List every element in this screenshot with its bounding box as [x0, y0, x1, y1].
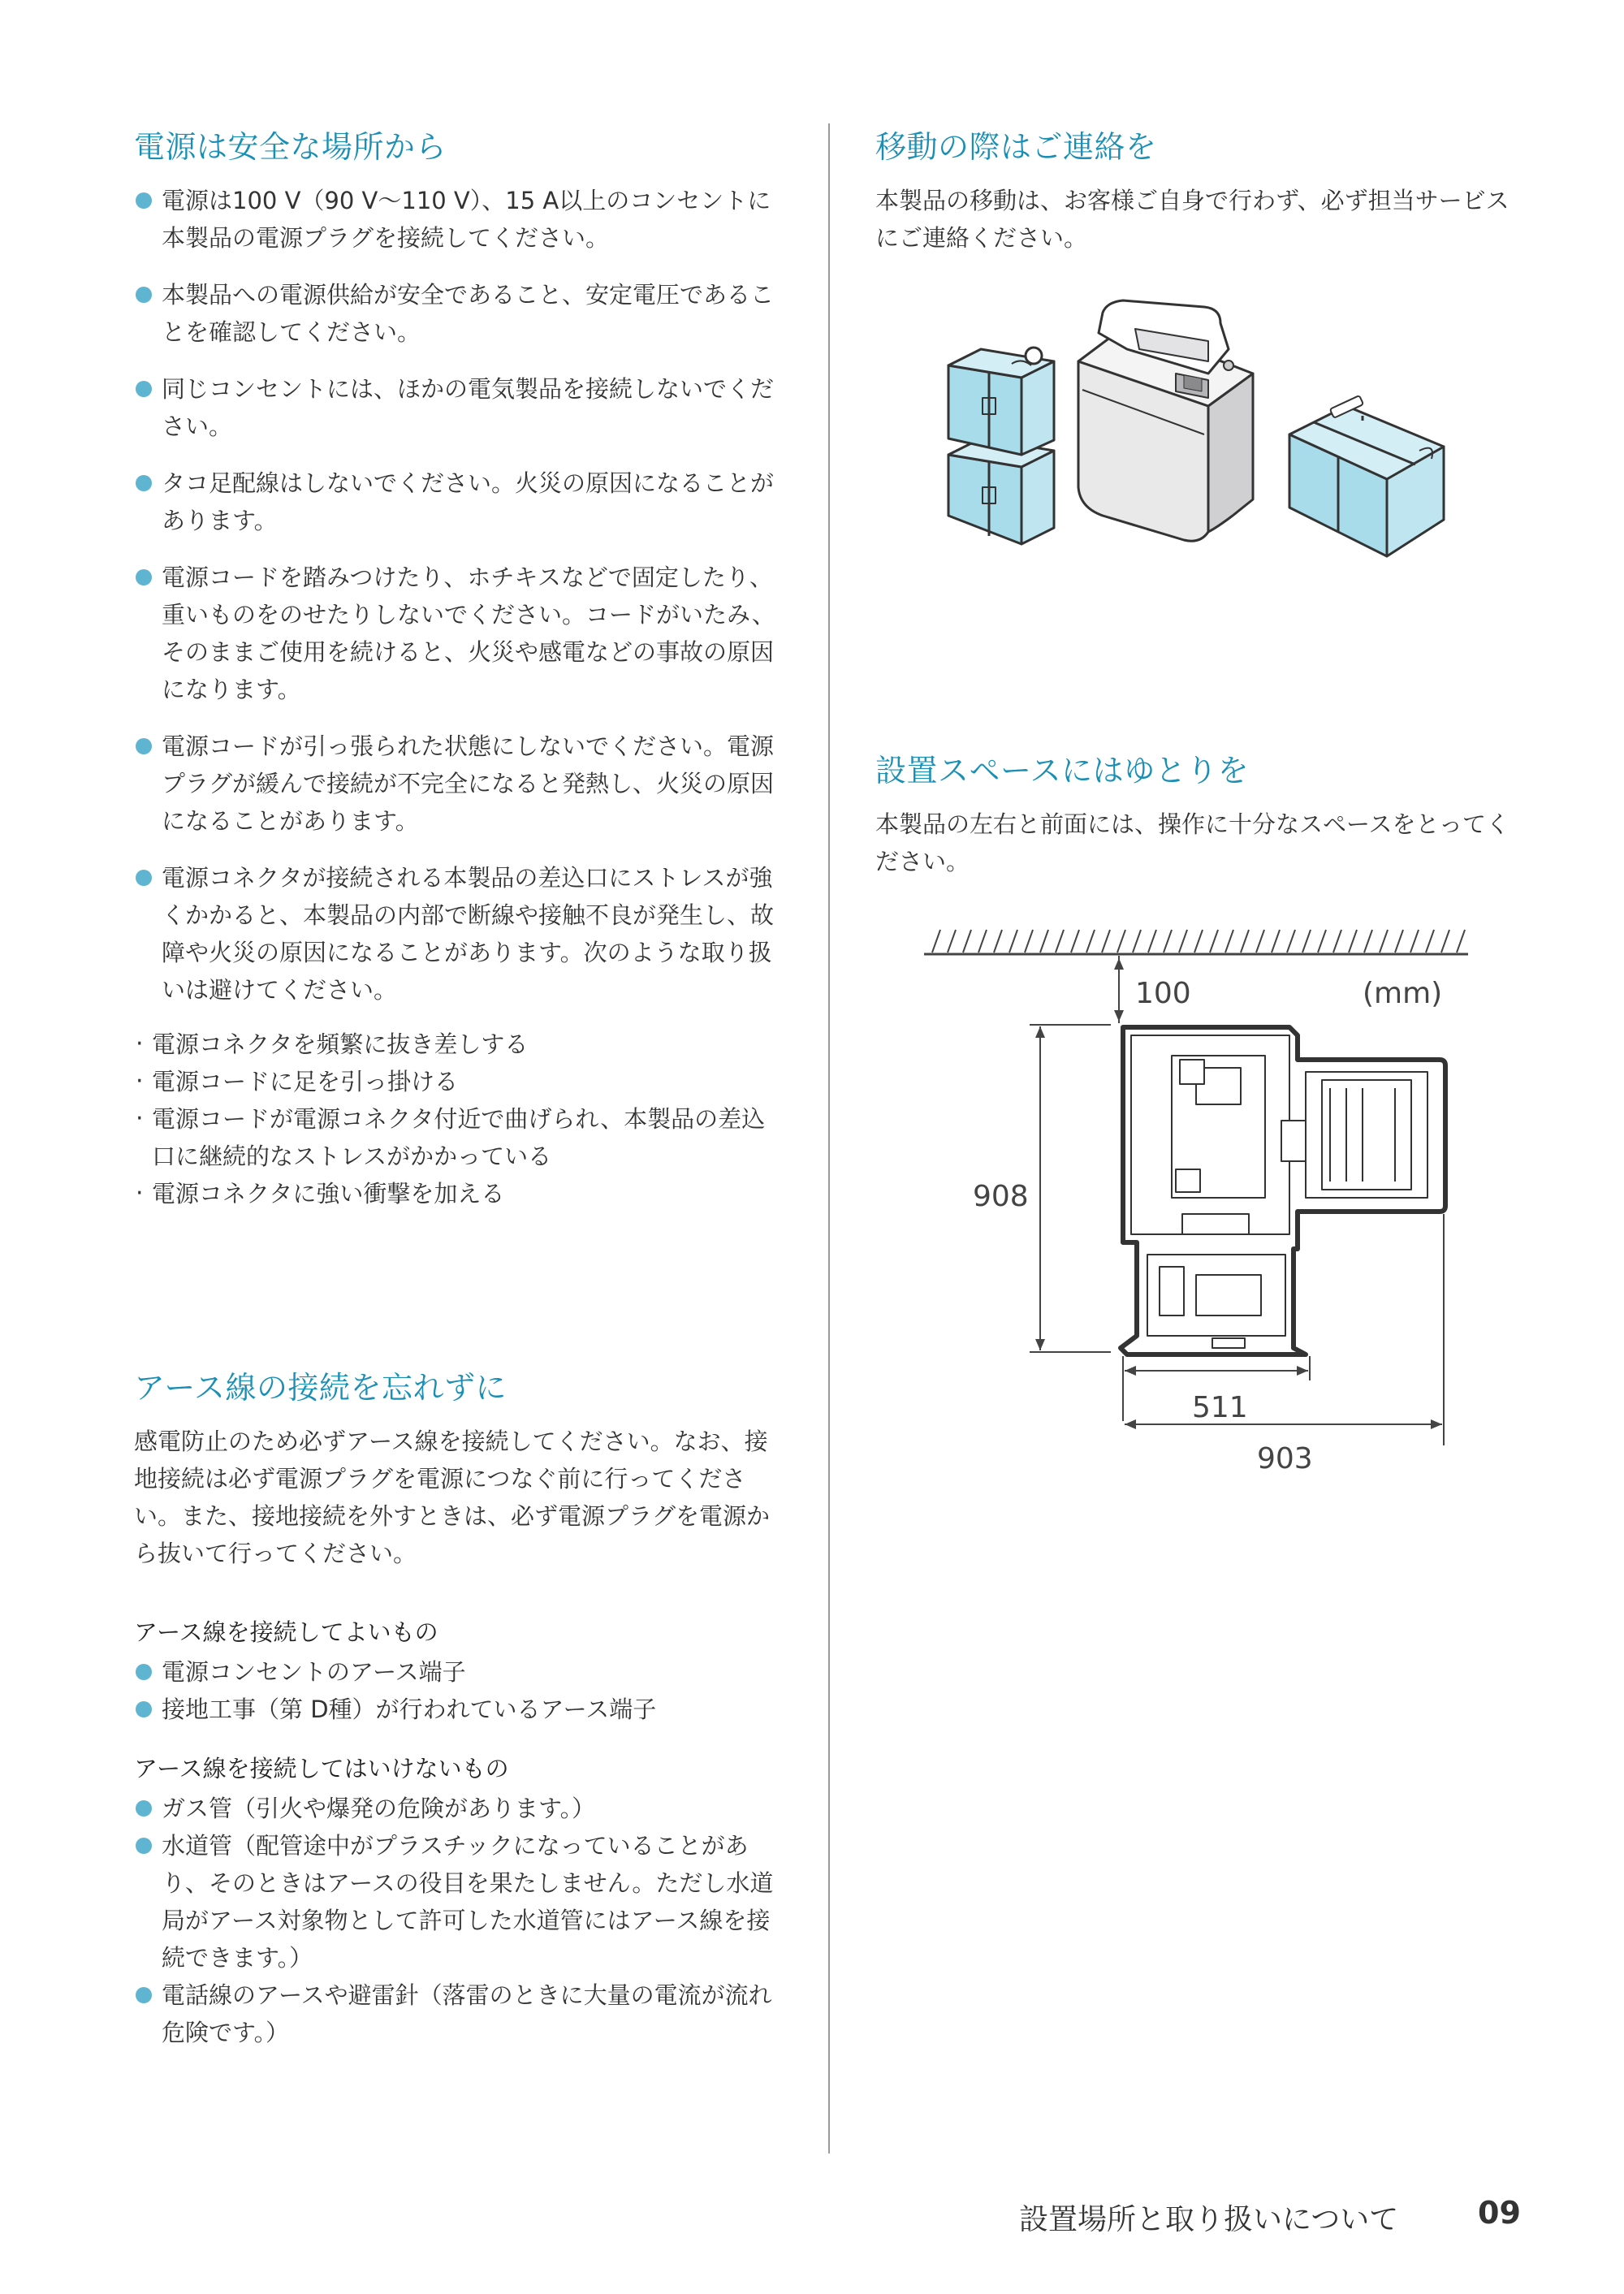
dim-unit-label: (mm) — [1363, 977, 1443, 1010]
depth-dimension — [1030, 1025, 1111, 1352]
list-item: · 電源コードが電源コネクタ付近で曲げられ、本製品の差込口に継続的なストレスがかかっている — [134, 1100, 775, 1175]
hatch-mark — [1318, 930, 1326, 953]
hatch-mark — [1056, 930, 1064, 953]
list-item: 電源コードが引っ張られた状態にしないでください。電源プラグが緩んで接続が不完全になると発熱し、火災の原因になることがあります。 — [134, 728, 792, 840]
list-item: 電源は100 V（90 V～110 V）、15 A以上のコンセントに本製品の電源プラグを接続してください。 — [134, 182, 792, 257]
earth-heading: アース線の接続を忘れずに — [134, 1370, 507, 1406]
earth-intro: 感電防止のため必ずアース線を接続してください。なお、接地接続は必ず電源プラグを電源につなぐ前に行ってください。また、接地接続を外すときは、必ず電源プラグを電源から抜いて行ってください。 — [134, 1428, 771, 1567]
list-item: 電話線のアースや避雷針（落雷のときに大量の電流が流れ危険です。） — [134, 1976, 792, 2051]
list-item: 本製品への電源供給が安全であること、安定電圧であることを確認してください。 — [134, 276, 792, 351]
hatch-mark — [994, 930, 1002, 953]
hatch-mark — [1179, 930, 1187, 953]
hatch-mark — [1426, 930, 1434, 953]
hatch-mark — [1410, 930, 1419, 953]
hatch-mark — [1009, 930, 1017, 953]
list-item: 電源コネクタが接続される本製品の差込口にストレスが強くかかると、本製品の内部で断線や接触不良が発生し、故障や火災の原因になることがあります。次のような取り扱いは避けてください。 — [134, 859, 792, 1009]
machine-top-view-icon — [1121, 1027, 1445, 1354]
hatch-mark — [1225, 930, 1233, 953]
box-icon — [1289, 395, 1444, 556]
hatch-mark — [1025, 930, 1033, 953]
list-item: 接地工事（第 D種）が行われているアース端子 — [134, 1691, 792, 1728]
hatch-mark — [1040, 930, 1048, 953]
hatch-mark — [978, 930, 987, 953]
earth-ng-title: アース線を接続してはいけないもの — [134, 1755, 509, 1782]
box-stack-icon — [948, 348, 1054, 544]
hatch-mark — [1287, 930, 1295, 953]
list-item: 電源コードを踏みつけたり、ホチキスなどで固定したり、重いものをのせたりしないでください。コードがいたみ、そのままご使用を続けると、火災や感電などの事故の原因になります。 — [134, 559, 792, 708]
hatch-mark — [1086, 930, 1095, 953]
hatch-mark — [1302, 930, 1311, 953]
dim-total-width-label: 903 — [1257, 1442, 1313, 1475]
list-item: ガス管（引火や爆発の危険があります。） — [134, 1790, 792, 1827]
power-sublist — [134, 1026, 775, 1212]
hatch-mark — [1333, 930, 1341, 953]
move-text: 本製品の移動は、お客様ご自身で行わず、必ず担当サービスにご連絡ください。 — [875, 187, 1510, 252]
hatch-mark — [1241, 930, 1249, 953]
list-item: 水道管（配管途中がプラスチックになっていることがあり、そのときはアースの役目を果たしません。ただし水道局がアース対象物として許可した水道管にはアース線を接続できます。） — [134, 1827, 792, 1976]
dim-top-label: 100 — [1135, 977, 1191, 1010]
list-item: · 電源コードに足を引っ掛ける — [134, 1063, 775, 1100]
power-heading: 電源は安全な場所から — [134, 129, 447, 165]
earth-ok-list — [134, 1653, 792, 1728]
footer-title: 設置場所と取り扱いについて — [1019, 2203, 1399, 2236]
dim-body-width-label: 511 — [1192, 1391, 1248, 1424]
hatch-mark — [1133, 930, 1141, 953]
hatch-mark — [1102, 930, 1110, 953]
page-number: 09 — [1478, 2195, 1521, 2231]
hatch-mark — [1457, 930, 1465, 953]
dim-depth-label: 908 — [973, 1180, 1029, 1213]
hatch-mark — [1349, 930, 1357, 953]
moving-illustration — [940, 284, 1525, 568]
list-item: 同じコンセントには、ほかの電気製品を接続しないでください。 — [134, 370, 792, 445]
earth-ok-title: アース線を接続してよいもの — [134, 1618, 438, 1646]
list-item: 電源コンセントのアース端子 — [134, 1653, 792, 1691]
earth-ng-list — [134, 1790, 792, 2051]
hatch-mark — [1441, 930, 1449, 953]
hatch-mark — [932, 930, 940, 953]
list-item: · 電源コネクタを頻繁に抜き差しする — [134, 1026, 775, 1063]
space-diagram — [924, 926, 1476, 1478]
hatch-mark — [963, 930, 971, 953]
space-text: 本製品の左右と前面には、操作に十分なスペースをとってください。 — [875, 810, 1510, 875]
hatch-mark — [1164, 930, 1172, 953]
hatch-mark — [1364, 930, 1372, 953]
hatch-mark — [948, 930, 956, 953]
list-item: · 電源コネクタに強い衝撃を加える — [134, 1175, 775, 1212]
space-heading: 設置スペースにはゆとりを — [875, 753, 1250, 788]
power-list — [134, 182, 792, 1028]
hatch-mark — [1395, 930, 1403, 953]
list-item: タコ足配線はしないでください。火災の原因になることがあります。 — [134, 464, 792, 539]
printer-icon — [1078, 300, 1253, 541]
top-dimension — [1114, 956, 1124, 1023]
hatch-mark — [1117, 930, 1125, 953]
hatch-mark — [1210, 930, 1218, 953]
hatch-mark — [1256, 930, 1264, 953]
hatch-mark — [1194, 930, 1203, 953]
wall-hatch — [924, 930, 1468, 954]
column-divider — [828, 123, 830, 2154]
hatch-mark — [1148, 930, 1156, 953]
move-heading: 移動の際はご連絡を — [875, 129, 1157, 165]
hatch-mark — [1272, 930, 1280, 953]
hatch-mark — [1380, 930, 1388, 953]
hatch-mark — [1071, 930, 1079, 953]
